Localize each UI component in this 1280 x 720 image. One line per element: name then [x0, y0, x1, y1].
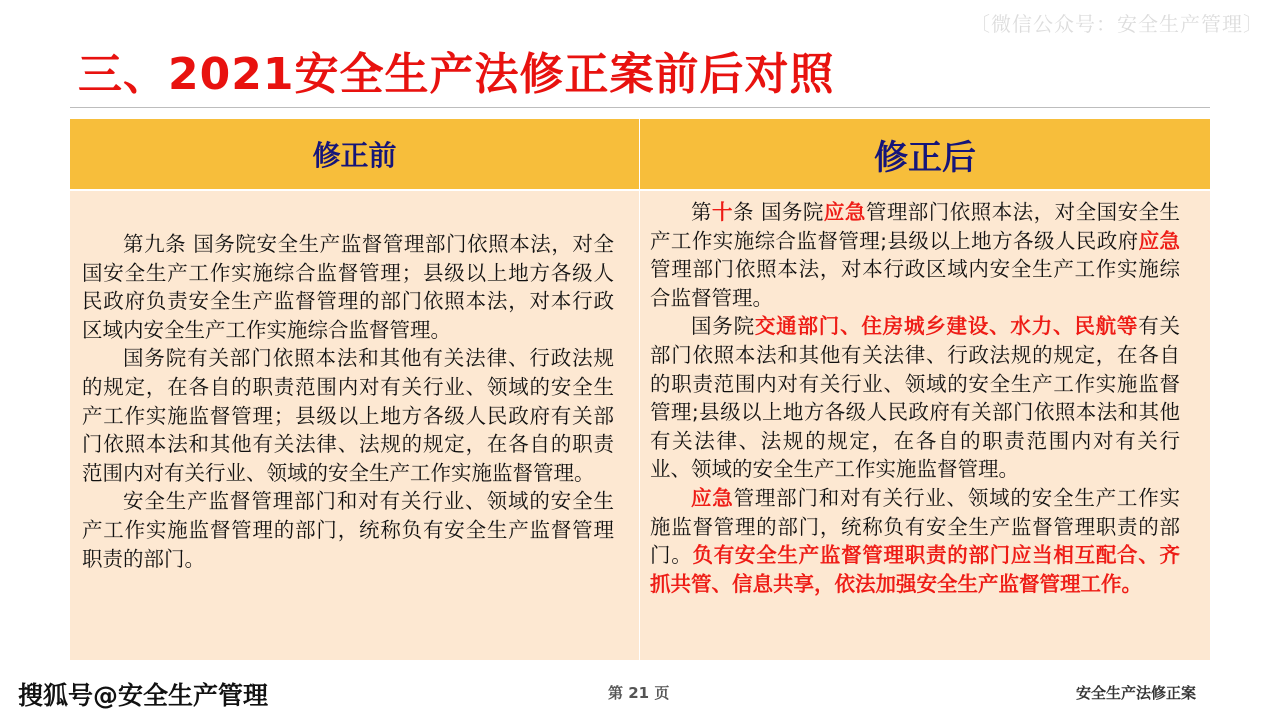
before-text-cell: [70, 189, 640, 660]
document-name: 安全生产法修正案: [1075, 684, 1196, 702]
highlight-run: 应急: [823, 200, 866, 224]
text-run: 管理部门依照本法，对全国安全生产工作实施综合监督管理;县级以上地方各级人民政府: [650, 200, 1181, 253]
highlight-run: 负有安全生产监督管理职责的部门应当相互配合、齐抓共管、信息共享，依法加强安全生产监督管理工作。: [650, 543, 1181, 596]
title-divider: [70, 107, 1210, 108]
text-run: 有关部门依照本法和其他有关法律、行政法规的规定，在各自的职责范围内对有关行业、领域的安全生产工作实施监督管理;县级以上地方各级人民政府有关部门依照本法和其他有关法律、法规的规定，在各自的职责范围内对有关行业、领域的安全生产工作实施监督管理。: [650, 314, 1181, 482]
highlight-run: 应急: [1138, 228, 1181, 253]
watermark-text: 〔微信公众号：安全生产管理〕: [970, 12, 1264, 36]
after-paragraph-3: [650, 484, 1180, 598]
text-run: 管理部门和对有关行业、领域的安全生产工作实施监督管理的部门，统称负有安全生产监督管理职责的部门。: [650, 485, 1181, 568]
text-run: 管理部门依照本法，对本行政区域内安全生产工作实施综合监督管理。: [650, 257, 1180, 310]
after-paragraph-2: [650, 312, 1180, 484]
after-text-cell: [640, 189, 1210, 660]
before-paragraph-3: 安全生产监督管理部门和对有关行业、领域的安全生产工作实施监督管理的部门，统称负有安全生产监督管理职责的部门。: [82, 489, 614, 571]
before-column-header: 修正前: [70, 119, 640, 189]
source-watermark: 搜狐号@安全生产管理: [18, 681, 269, 710]
before-text-block: [82, 230, 614, 573]
highlight-run: 应急: [691, 485, 734, 510]
slide-title: 三、2021安全生产法修正案前后对照: [78, 49, 835, 100]
after-paragraph-1: [650, 198, 1180, 312]
highlight-run: 交通部门、住房城乡建设、水力、民航等: [754, 314, 1139, 339]
highlight-run: 十: [711, 200, 733, 224]
page-number: 第 21 页: [608, 684, 670, 702]
text-run: 国务院: [691, 314, 755, 339]
text-run: 条 国务院: [732, 200, 824, 224]
text-run: 第: [691, 200, 712, 224]
after-text-block: [650, 198, 1180, 598]
before-paragraph-1: 第九条 国务院安全生产监督管理部门依照本法，对全国安全生产工作实施综合监督管理；县级以上地方各级人民政府负责安全生产监督管理的部门依照本法，对本行政区域内安全生产工作实施综合监督管理。: [82, 232, 614, 342]
before-paragraph-2: 国务院有关部门依照本法和其他有关法律、行政法规的规定，在各自的职责范围内对有关行业、领域的安全生产工作实施监督管理；县级以上地方各级人民政府有关部门依照本法和其他有关法律、法规的规定，在各自的职责范围内对有关行业、领域的安全生产工作实施监督管理。: [82, 346, 614, 485]
comparison-table: [70, 119, 1210, 660]
after-column-header: 修正后: [640, 119, 1210, 189]
